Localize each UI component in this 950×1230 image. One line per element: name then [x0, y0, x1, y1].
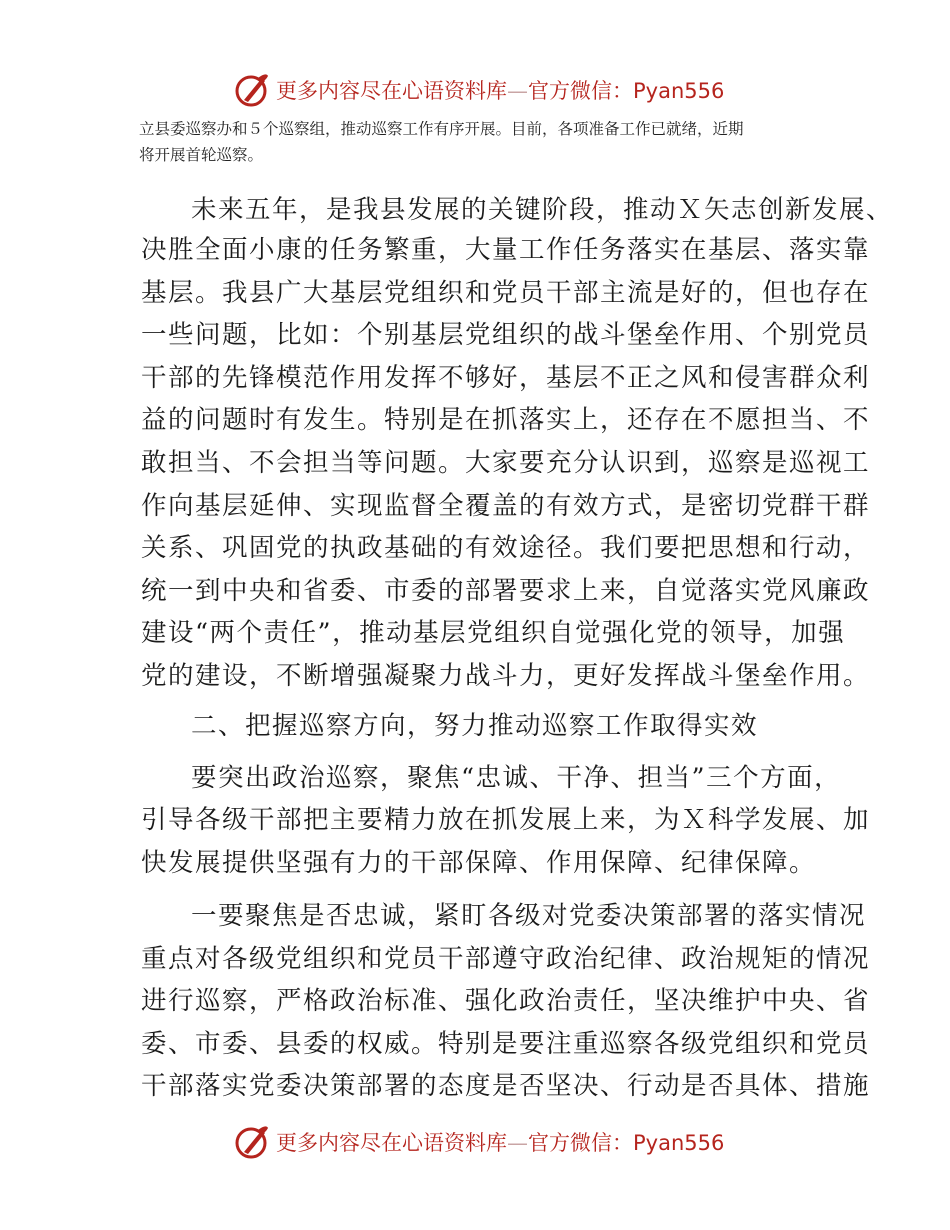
- paragraph-line: 要突出政治巡察，聚焦“忠诚、干净、担当”三个方面，: [191, 763, 842, 793]
- banner-title: 更多内容尽在心语资料库: [276, 79, 507, 103]
- paragraph-line: 干部的先锋模范作用发挥不够好，基层不正之风和侵害群众利: [141, 363, 871, 393]
- paragraph-line: 干部落实党委决策部署的态度是否坚决、行动是否具体、措施: [141, 1071, 871, 1101]
- banner-wechat: 官方微信：Pyan556: [528, 1131, 725, 1155]
- section-heading: 二、把握巡察方向，努力推动巡察工作取得实效: [191, 711, 759, 741]
- paragraph-line: 一要聚焦是否忠诚，紧盯各级对党委决策部署的落实情况: [191, 901, 867, 931]
- banner-dash: —: [507, 1131, 528, 1155]
- paragraph-line: 进行巡察，严格政治标准、强化政治责任，坚决维护中央、省: [141, 986, 871, 1016]
- paragraph-line: 关系、巩固党的执政基础的有效途径。我们要把思想和行动，: [141, 533, 871, 563]
- banner-dash: —: [507, 79, 528, 103]
- quill-pen-logo-icon: [232, 70, 272, 110]
- paragraph-line: 决胜全面小康的任务繁重，大量工作任务落实在基层、落实靠: [141, 235, 871, 265]
- paragraph-line: 建设“两个责任”，推动基层党组织自觉强化党的领导，加强: [141, 618, 846, 648]
- preface-line: 将开展首轮巡察。: [139, 146, 264, 164]
- paragraph-line: 敢担当、不会担当等问题。大家要充分认识到，巡察是巡视工: [141, 448, 871, 478]
- paragraph-line: 未来五年，是我县发展的关键阶段，推动Ｘ矢志创新发展、: [191, 195, 894, 225]
- paragraph-line: 引导各级干部把主要精力放在抓发展上来，为Ｘ科学发展、加: [141, 805, 871, 835]
- header-banner: [0, 68, 950, 112]
- quill-pen-logo-icon: [232, 1122, 272, 1162]
- paragraph-line: 作向基层延伸、实现监督全覆盖的有效方式，是密切党群干群: [141, 491, 871, 521]
- paragraph-line: 基层。我县广大基层党组织和党员干部主流是好的，但也存在: [141, 278, 871, 308]
- preface-line: 立县委巡察办和５个巡察组，推动巡察工作有序开展。目前，各项准备工作已就绪，近期: [139, 120, 744, 138]
- paragraph-line: 统一到中央和省委、市委的部署要求上来，自觉落实党风廉政: [141, 576, 871, 606]
- preface-text: [139, 116, 819, 168]
- banner-title: 更多内容尽在心语资料库: [276, 1131, 507, 1155]
- paragraph-line: 党的建设，不断增强凝聚力战斗力，更好发挥战斗堡垒作用。: [141, 661, 871, 691]
- paragraph-line: 委、市委、县委的权威。特别是要注重巡察各级党组织和党员: [141, 1029, 871, 1059]
- paragraph-line: 益的问题时有发生。特别是在抓落实上，还存在不愿担当、不: [141, 405, 871, 435]
- banner-wechat: 官方微信：Pyan556: [528, 79, 725, 103]
- paragraph-line: 一些问题，比如：个别基层党组织的战斗堡垒作用、个别党员: [141, 320, 871, 350]
- paragraph-line: 快发展提供坚强有力的干部保障、作用保障、纪律保障。: [141, 848, 817, 878]
- paragraph-line: 重点对各级党组织和党员干部遵守政治纪律、政治规矩的情况: [141, 944, 871, 974]
- footer-banner: [0, 1120, 950, 1164]
